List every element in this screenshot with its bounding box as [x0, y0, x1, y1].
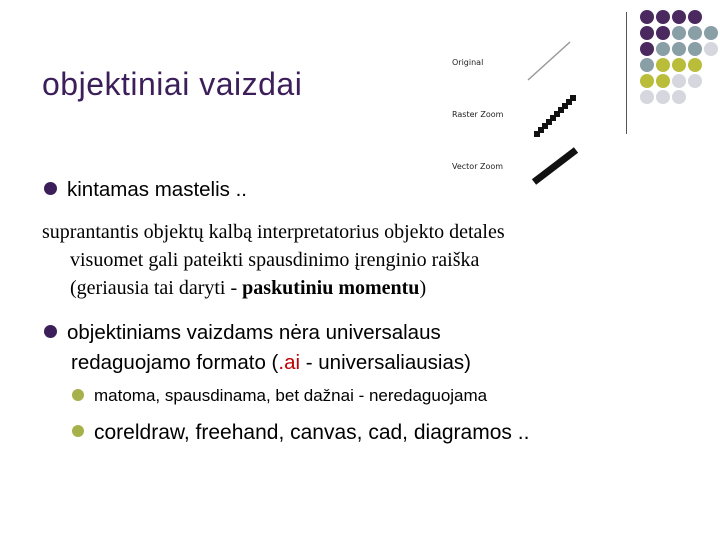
dot [704, 42, 718, 56]
serif-line-3 [42, 274, 682, 302]
dot [640, 58, 654, 72]
decorative-dot-grid [636, 10, 720, 120]
serif-line-1: suprantantis objektų kalbą interpretatorius objekto detales [42, 221, 505, 243]
figure-label-vector-zoom: Vector Zoom [452, 162, 504, 171]
dot [640, 10, 654, 24]
sub-bullet-1 [72, 386, 487, 406]
sub-bullet-text: matoma, spausdinama, bet dažnai - neredaguojama [94, 386, 488, 405]
dot [672, 58, 686, 72]
bullet-objektiniams-line2 [44, 348, 471, 378]
bullet-icon [44, 182, 57, 195]
sub-bullet-2 [72, 421, 529, 445]
slide-title: objektiniai vaizdai [42, 66, 303, 102]
vector-zoom-line [534, 150, 576, 182]
dot [688, 26, 702, 40]
dot [688, 42, 702, 56]
dot [672, 90, 686, 104]
dot [672, 26, 686, 40]
figure-label-original: Original [452, 58, 484, 67]
line2-post: - universaliausias) [300, 351, 471, 374]
sub-bullet-icon [72, 425, 84, 437]
zoom-comparison-figure [440, 34, 590, 194]
dot [672, 74, 686, 88]
dot [640, 74, 654, 88]
dot [640, 90, 654, 104]
sub-bullet-icon [72, 389, 84, 401]
dot [656, 26, 670, 40]
serif-line-3-pre: (geriausia tai daryti - [70, 277, 243, 299]
divider-line [626, 12, 627, 134]
dot [656, 74, 670, 88]
zoom-lines-graphic [440, 34, 590, 194]
dot [704, 26, 718, 40]
dot [656, 58, 670, 72]
sub-bullet-text: coreldraw, freehand, canvas, cad, diagramos .. [94, 421, 530, 444]
dot [688, 74, 702, 88]
raster-zoom-line [534, 95, 576, 137]
bullet-kintamas-mastelis [44, 178, 247, 202]
dot [656, 10, 670, 24]
bullet-text: kintamas mastelis .. [67, 178, 247, 201]
serif-line-3-bold: paskutiniu momentu [242, 277, 420, 299]
serif-line-3-post: ) [419, 277, 427, 299]
bullet-objektiniams-line1: objektiniams vaizdams nėra universalaus [67, 321, 441, 344]
bullet-icon [44, 325, 57, 338]
dot [640, 42, 654, 56]
serif-line-2: visuomet gali pateikti spausdinimo įrenginio raiška [70, 249, 480, 271]
dot [672, 42, 686, 56]
dot [656, 90, 670, 104]
dot [688, 58, 702, 72]
ai-format-highlight: .ai [278, 351, 301, 374]
dot [672, 10, 686, 24]
line2-pre: redaguojamo formato ( [71, 351, 279, 374]
bullet-objektiniams [44, 318, 471, 378]
serif-paragraph [42, 218, 682, 302]
figure-label-raster-zoom: Raster Zoom [452, 110, 504, 119]
dot [640, 26, 654, 40]
original-line [528, 42, 570, 80]
dot [688, 10, 702, 24]
dot [656, 42, 670, 56]
